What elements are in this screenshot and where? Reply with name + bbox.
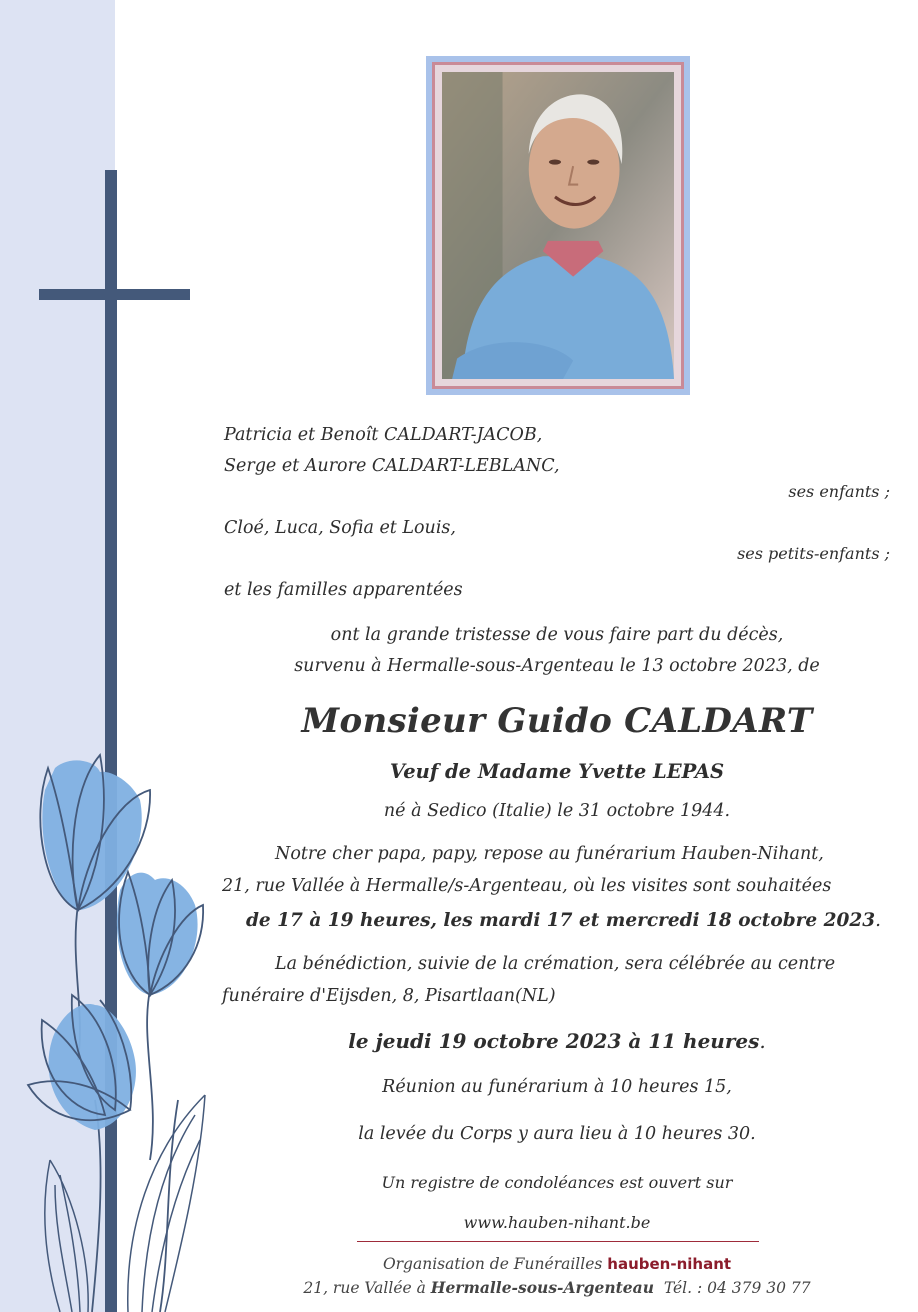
ceremony-date: le jeudi 19 octobre 2023 à 11 heures. [348,1029,766,1053]
announcement-line-1: ont la grande tristesse de vous faire part du décès, [330,625,784,645]
levee-time: la levée du Corps y aura lieu à 10 heures 30. [358,1124,756,1144]
birth-info: né à Sedico (Italie) le 31 octobre 1944. [383,801,731,821]
children-line-2: Serge et Aurore CALDART-LEBLANC, [224,456,560,476]
meeting-time: Réunion au funérarium à 10 heures 15, [382,1077,732,1097]
visitation-line-2: 21, rue Vallée à Hermalle/s-Argenteau, où les visites sont souhaitées [222,876,832,896]
tulip-icon [117,872,203,995]
deceased-name: Monsieur Guido CALDART [301,701,813,741]
tulip-icon [28,995,136,1130]
visitation-hours: de 17 à 19 heures, les mardi 17 et mercredi 18 octobre 2023. [246,910,881,931]
condolences-url[interactable]: www.hauben-nihant.be [463,1213,651,1232]
footer-address: 21, rue Vallée à Hermalle-sous-Argenteau Tél. : 04 379 30 77 [303,1278,811,1297]
cross-icon [105,170,117,1312]
visitation-line-1: Notre cher papa, papy, repose au funérarium Hauben-Nihant, [275,844,824,864]
footer-organisation: Organisation de Funérailles hauben-nihant [382,1255,732,1273]
announcement-line-2: survenu à Hermalle-sous-Argenteau le 13 octobre 2023, de [294,656,820,676]
widow-of: Veuf de Madame Yvette LEPAS [389,760,725,783]
portrait-photo [442,72,674,379]
grandchildren-line: Cloé, Luca, Sofia et Louis, [224,518,456,538]
footer-divider [357,1241,759,1242]
portrait-frame [426,56,690,395]
grandchildren-label: ses petits-enfants ; [737,544,890,563]
brand-logo: hauben-nihant [607,1255,732,1273]
children-label: ses enfants ; [788,482,890,501]
relatives-line: et les familles apparentées [224,580,463,600]
ceremony-line-2: funéraire d'Eijsden, 8, Pisartlaan(NL) [222,986,556,1006]
ceremony-line-1: La bénédiction, suivie de la crémation, sera célébrée au centre [275,954,836,974]
cross-and-tulips-decoration [0,0,230,1312]
children-line-1: Patricia et Benoît CALDART-JACOB, [224,425,543,445]
condolences-text: Un registre de condoléances est ouvert sur [381,1173,733,1192]
